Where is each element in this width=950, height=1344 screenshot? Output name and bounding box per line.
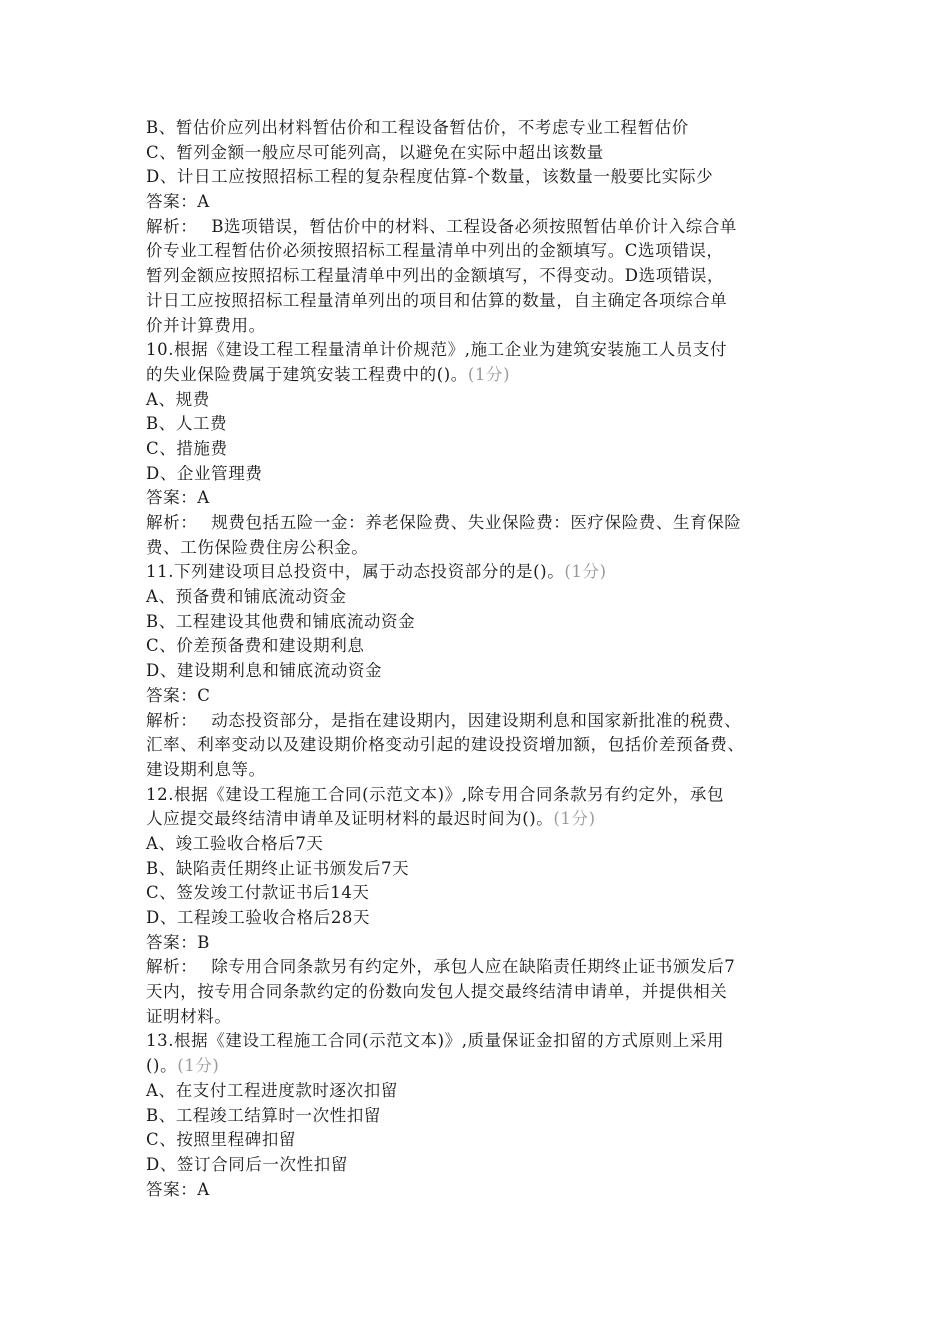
q9-analysis-label: 解析： bbox=[146, 216, 198, 236]
q11-analysis-label: 解析： bbox=[146, 710, 198, 730]
q9-analysis-line bbox=[146, 215, 814, 240]
q10-analysis-line: 费、工伤保险费住房公积金。 bbox=[146, 537, 369, 557]
q13-stem: 13.根据《建设工程施工合同(示范文本)》,质量保证金扣留的方式原则上采用 bbox=[146, 1031, 725, 1051]
document-page bbox=[146, 116, 814, 1202]
q10-option-d: D、企业管理费 bbox=[146, 463, 263, 483]
q9-answer: 答案：A bbox=[146, 192, 210, 212]
q13-answer: 答案：A bbox=[146, 1179, 210, 1199]
q11-option-b: B、工程建设其他费和铺底流动资金 bbox=[146, 611, 416, 631]
q13-stem-text: ()。 bbox=[146, 1056, 178, 1076]
q10-stem-cont bbox=[146, 363, 814, 388]
q9-analysis-line: 价并计算费用。 bbox=[146, 315, 266, 335]
q12-stem-text: 人应提交最终结清申请单及证明材料的最迟时间为()。 bbox=[146, 809, 554, 829]
q13-option-a: A、在支付工程进度款时逐次扣留 bbox=[146, 1080, 398, 1100]
q11-analysis-line: 汇率、利率变动以及建设期价格变动引起的建设投资增加额，包括价差预备费、 bbox=[146, 735, 745, 755]
q11-answer: 答案：C bbox=[146, 685, 211, 705]
q13-option-d: D、签订合同后一次性扣留 bbox=[146, 1154, 348, 1174]
q13-option-c: C、按照里程碑扣留 bbox=[146, 1130, 297, 1150]
q11-stem bbox=[146, 560, 814, 585]
q10-option-c: C、措施费 bbox=[146, 438, 228, 458]
q12-stem: 12.根据《建设工程施工合同(示范文本)》,除专用合同条款另有约定外，承包 bbox=[146, 784, 725, 804]
q9-analysis-line: 暂列金额应按照招标工程量清单中列出的金额填写，不得变动。D选项错误， bbox=[146, 266, 725, 286]
q12-answer: 答案：B bbox=[146, 932, 211, 952]
q12-analysis-line: 证明材料。 bbox=[146, 1006, 232, 1026]
q9-option-d: D、计日工应按照招标工程的复杂程度估算-个数量，该数量一般要比实际少 bbox=[146, 167, 714, 187]
q9-option-c: C、暂列金额一般应尽可能列高，以避免在实际中超出该数量 bbox=[146, 142, 604, 162]
q11-analysis-line: 建设期利息等。 bbox=[146, 759, 266, 779]
q9-analysis-text: B选项错误，暂估价中的材料、工程设备必须按照暂估单价计入综合单 bbox=[211, 216, 738, 236]
q10-answer: 答案：A bbox=[146, 488, 210, 508]
q12-analysis-line: 天内，按专用合同条款约定的份数向发包人提交最终结清申请单，并提供相关 bbox=[146, 982, 728, 1002]
q10-stem-text: 的失业保险费属于建筑安装工程费中的()。 bbox=[146, 364, 468, 384]
q12-stem-cont bbox=[146, 807, 814, 832]
q12-analysis-text: 除专用合同条款另有约定外，承包人应在缺陷责任期终止证书颁发后7 bbox=[211, 957, 736, 977]
q12-option-b: B、缺陷责任期终止证书颁发后7天 bbox=[146, 858, 410, 878]
q12-option-d: D、工程竣工验收合格后28天 bbox=[146, 908, 371, 927]
q9-analysis-line: 价专业工程暂估价必须按照招标工程量清单中列出的金额填写。C选项错误， bbox=[146, 241, 724, 261]
q12-analysis-line bbox=[146, 955, 814, 980]
q11-stem-text: 11.下列建设项目总投资中，属于动态投资部分的是()。 bbox=[146, 562, 565, 582]
q10-analysis-label: 解析： bbox=[146, 513, 198, 532]
q10-score: (1分) bbox=[467, 364, 511, 384]
q11-analysis-text: 动态投资部分，是指在建设期内，因建设期利息和国家新批准的税费、 bbox=[211, 710, 742, 730]
q13-stem-cont bbox=[146, 1054, 814, 1079]
q11-option-c: C、价差预备费和建设期利息 bbox=[146, 636, 365, 656]
q10-analysis-line bbox=[146, 511, 814, 536]
q12-option-a: A、竣工验收合格后7天 bbox=[146, 833, 324, 853]
q11-score: (1分) bbox=[564, 562, 607, 582]
q10-analysis-text: 规费包括五险一金：养老保险费、失业保险费：医疗保险费、生育保险 bbox=[211, 513, 742, 532]
q11-option-d: D、建设期利息和铺底流动资金 bbox=[146, 661, 383, 681]
q11-option-a: A、预备费和铺底流动资金 bbox=[146, 587, 347, 607]
q11-analysis-line bbox=[146, 709, 814, 734]
q10-option-b: B、人工费 bbox=[146, 414, 228, 434]
q10-stem: 10.根据《建设工程工程量清单计价规范》,施工企业为建筑安装施工人员支付 bbox=[146, 340, 728, 360]
q10-option-a: A、规费 bbox=[146, 389, 210, 409]
q9-option-b: B、暂估价应列出材料暂估价和工程设备暂估价，不考虑专业工程暂估价 bbox=[146, 118, 689, 137]
q12-option-c: C、签发竣工付款证书后14天 bbox=[146, 883, 370, 903]
q12-analysis-label: 解析： bbox=[146, 957, 198, 977]
q9-analysis-line: 计日工应按照招标工程量清单列出的项目和估算的数量，自主确定各项综合单 bbox=[146, 290, 728, 310]
q13-option-b: B、工程竣工结算时一次性扣留 bbox=[146, 1105, 382, 1125]
q12-score: (1分) bbox=[553, 809, 596, 829]
q13-score: (1分) bbox=[177, 1056, 220, 1076]
